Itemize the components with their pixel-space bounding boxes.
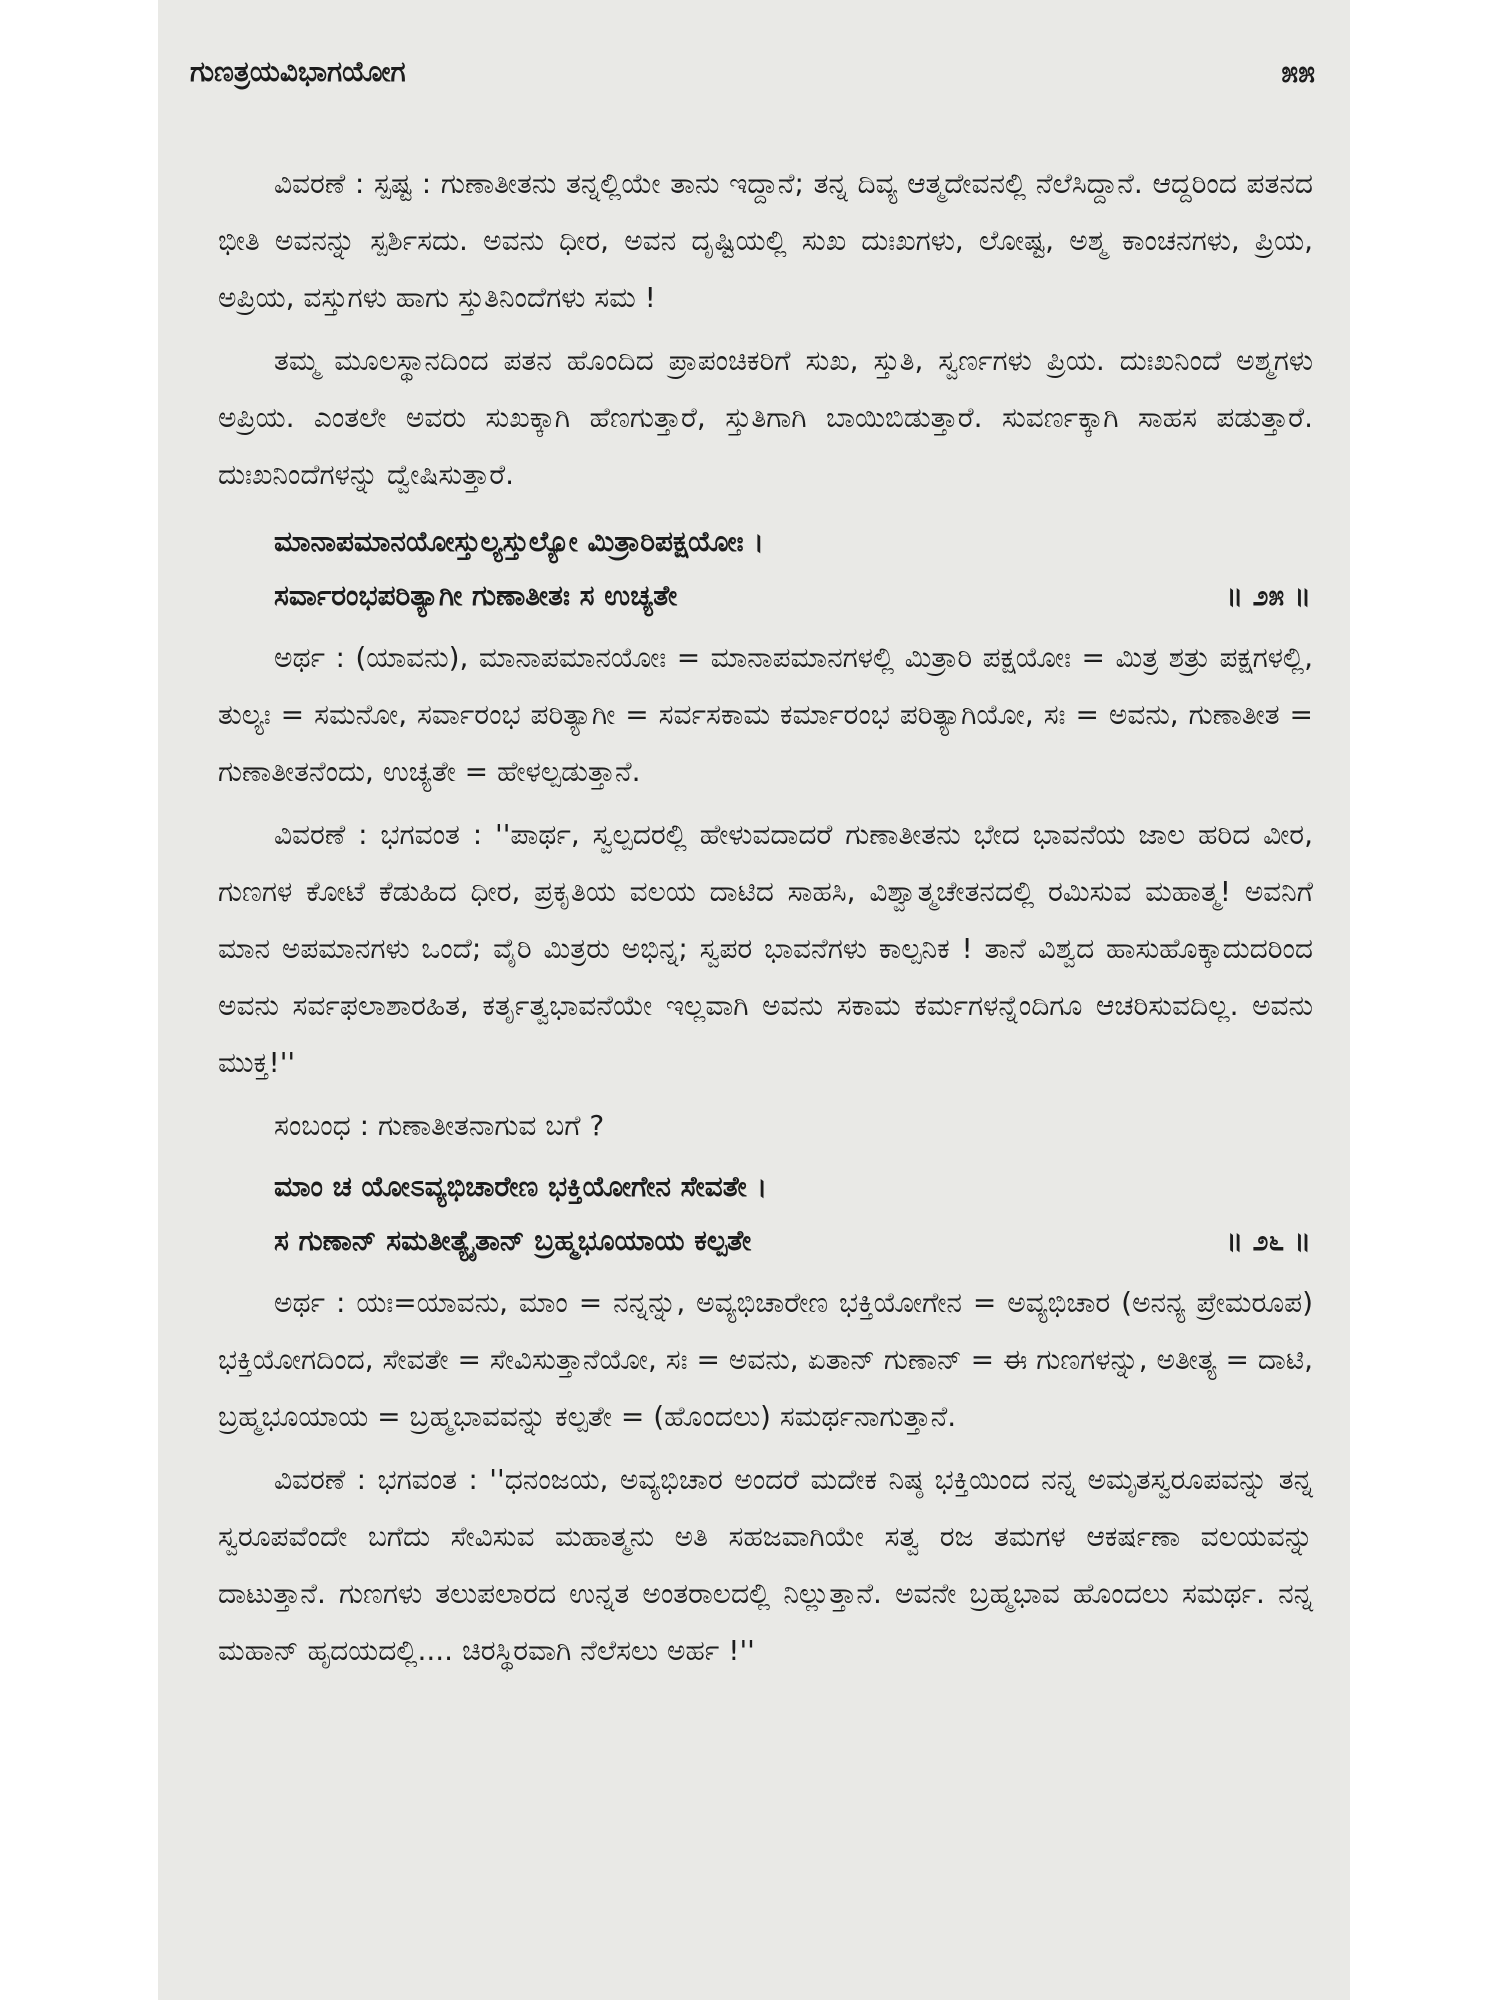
verse-26-line-2: ಸ ಗುಣಾನ್ ಸಮತೀತ್ಯೈತಾನ್ ಬ್ರಹ್ಮಭೂಯಾಯ ಕಲ್ಪತೇ xyxy=(274,1224,752,1257)
verse-25-line-1: ಮಾನಾಪಮಾನಯೋಸ್ತುಲ್ಯಸ್ತುಲ್ಯೋ ಮಿತ್ರಾರಿಪಕ್ಷಯೋಃ । xyxy=(274,525,764,558)
explanation-26: ವಿವರಣೆ : ಭಗವಂತ : ''ಧನಂಜಯ, ಅವ್ಯಭಿಚಾರ ಅಂದರೆ ಮದೇಕ ನಿಷ್ಠ ಭಕ್ತಿಯಿಂದ ನನ್ನ ಅಮೃತಸ್ವರೂಪವನ್ನು ತನ್ನ ಸ್ವರೂಪವೆಂದೇ ಬಗೆದು ಸೇವಿಸುವ ಮಹಾತ್ಮನು ಅತಿ ಸಹಜವಾಗಿಯೇ ಸತ್ವ ರಜ ತಮಗಳ ಆಕರ್ಷಣಾ ವಲಯವನ್ನು ದಾಟುತ್ತಾನೆ. ಗುಣಗಳು ತಲುಪಲಾರದ ಉನ್ನತ ಅಂತರಾಲದಲ್ಲಿ ನಿಲ್ಲುತ್ತಾನೆ. ಅವನೇ ಬ್ರಹ್ಮಭಾವ ಹೊಂದಲು ಸಮರ್ಥ. ನನ್ನ ಮಹಾನ್ ಹೃದಯದಲ್ಲಿ.... ಚಿರಸ್ಥಿರವಾಗಿ ನೆಲೆಸಲು ಅರ್ಹ !'' xyxy=(218,1463,1313,1667)
right-margin xyxy=(1350,0,1500,2000)
verse-25-line-2-row xyxy=(218,569,1313,623)
verse-26-number: ॥ ೨೬ ॥ xyxy=(1225,1224,1311,1257)
relation-heading: ಸಂಬಂಧ : ಗುಣಾತೀತನಾಗುವ ಬಗೆ ? xyxy=(274,1109,605,1142)
chapter-title: ಗುಣತ್ರಯವಿಭಾಗಯೋಗ xyxy=(190,55,406,88)
meaning-26: ಅರ್ಥ : ಯಃ=ಯಾವನು, ಮಾಂ = ನನ್ನನ್ನು, ಅವ್ಯಭಿಚಾರೇಣ ಭಕ್ತಿಯೋಗೇನ = ಅವ್ಯಭಿಚಾರ (ಅನನ್ಯ ಪ್ರೇಮರೂಪ) ಭಕ್ತಿಯೋಗದಿಂದ, ಸೇವತೇ = ಸೇವಿಸುತ್ತಾನೆಯೋ, ಸಃ = ಅವನು, ಏತಾನ್ ಗುಣಾನ್ = ಈ ಗುಣಗಳನ್ನು, ಅತೀತ್ಯ = ದಾಟಿ, ಬ್ರಹ್ಮಭೂಯಾಯ = ಬ್ರಹ್ಮಭಾವವನ್ನು ಕಲ್ಪತೇ = (ಹೊಂದಲು) ಸಮರ್ಥನಾಗುತ್ತಾನೆ. xyxy=(218,1286,1313,1433)
verse-26-line-1: ಮಾಂ ಚ ಯೋಽವ್ಯಭಿಚಾರೇಣ ಭಕ್ತಿಯೋಗೇನ ಸೇವತೇ । xyxy=(274,1170,768,1203)
paragraph-explanation-2: ತಮ್ಮ ಮೂಲಸ್ಥಾನದಿಂದ ಪತನ ಹೊಂದಿದ ಪ್ರಾಪಂಚಿಕರಿಗೆ ಸುಖ, ಸ್ತುತಿ, ಸ್ವರ್ಣಗಳು ಪ್ರಿಯ. ದುಃಖನಿಂದೆ ಅಶ್ಮಗಳು ಅಪ್ರಿಯ. ಎಂತಲೇ ಅವರು ಸುಖಕ್ಕಾಗಿ ಹೆಣಗುತ್ತಾರೆ, ಸ್ತುತಿಗಾಗಿ ಬಾಯಿಬಿಡುತ್ತಾರೆ. ಸುವರ್ಣಕ್ಕಾಗಿ ಸಾಹಸ ಪಡುತ್ತಾರೆ. ದುಃಖನಿಂದೆಗಳನ್ನು ದ್ವೇಷಿಸುತ್ತಾರೆ. xyxy=(218,344,1313,491)
verse-26-line-2-row xyxy=(218,1214,1313,1268)
running-header xyxy=(190,55,1315,105)
paragraph-explanation-1: ವಿವರಣೆ : ಸ್ಪಷ್ಟ : ಗುಣಾತೀತನು ತನ್ನಲ್ಲಿಯೇ ತಾನು ಇದ್ದಾನೆ; ತನ್ನ ದಿವ್ಯ ಆತ್ಮದೇವನಲ್ಲಿ ನೆಲೆಸಿದ್ದಾನೆ. ಆದ್ದರಿಂದ ಪತನದ ಭೀತಿ ಅವನನ್ನು ಸ್ಪರ್ಶಿಸದು. ಅವನು ಧೀರ, ಅವನ ದೃಷ್ಟಿಯಲ್ಲಿ ಸುಖ ದುಃಖಗಳು, ಲೋಷ್ಟ, ಅಶ್ಮ ಕಾಂಚನಗಳು, ಪ್ರಿಯ, ಅಪ್ರಿಯ, ವಸ್ತುಗಳು ಹಾಗು ಸ್ತುತಿನಿಂದೆಗಳು ಸಮ ! xyxy=(218,167,1313,314)
verse-25-line-2: ಸರ್ವಾರಂಭಪರಿತ್ಯಾಗೀ ಗುಣಾತೀತಃ ಸ ಉಚ್ಯತೇ xyxy=(274,579,678,612)
left-margin xyxy=(0,0,158,2000)
explanation-25: ವಿವರಣೆ : ಭಗವಂತ : ''ಪಾರ್ಥ, ಸ್ವಲ್ಪದರಲ್ಲಿ ಹೇಳುವದಾದರೆ ಗುಣಾತೀತನು ಭೇದ ಭಾವನೆಯ ಜಾಲ ಹರಿದ ವೀರ, ಗುಣಗಳ ಕೋಟೆ ಕೆಡುಹಿದ ಧೀರ, ಪ್ರಕೃತಿಯ ವಲಯ ದಾಟಿದ ಸಾಹಸಿ, ವಿಶ್ವಾತ್ಮಚೇತನದಲ್ಲಿ ರಮಿಸುವ ಮಹಾತ್ಮ! ಅವನಿಗೆ ಮಾನ ಅಪಮಾನಗಳು ಒಂದೆ; ವೈರಿ ಮಿತ್ರರು ಅಭಿನ್ನ; ಸ್ವಪರ ಭಾವನೆಗಳು ಕಾಲ್ಪನಿಕ ! ತಾನೆ ವಿಶ್ವದ ಹಾಸುಹೊಕ್ಕಾದುದರಿಂದ ಅವನು ಸರ್ವಫಲಾಶಾರಹಿತ, ಕರ್ತೃತ್ವಭಾವನೆಯೇ ಇಲ್ಲವಾಗಿ ಅವನು ಸಕಾಮ ಕರ್ಮಗಳನ್ನೆಂದಿಗೂ ಆಚರಿಸುವದಿಲ್ಲ. ಅವನು ಮುಕ್ತ!'' xyxy=(218,818,1313,1079)
verse-25-number: ॥ ೨೫ ॥ xyxy=(1225,579,1311,612)
page-number: ೫೫ xyxy=(1281,55,1315,90)
meaning-25: ಅರ್ಥ : (ಯಾವನು), ಮಾನಾಪಮಾನಯೋಃ = ಮಾನಾಪಮಾನಗಳಲ್ಲಿ ಮಿತ್ರಾರಿ ಪಕ್ಷಯೋಃ = ಮಿತ್ರ ಶತ್ರು ಪಕ್ಷಗಳಲ್ಲಿ, ತುಲ್ಯಃ = ಸಮನೋ, ಸರ್ವಾರಂಭ ಪರಿತ್ಯಾಗೀ = ಸರ್ವಸಕಾಮ ಕರ್ಮಾರಂಭ ಪರಿತ್ಯಾಗಿಯೋ, ಸಃ = ಅವನು, ಗುಣಾತೀತ = ಗುಣಾತೀತನೆಂದು, ಉಚ್ಯತೇ = ಹೇಳಲ್ಪಡುತ್ತಾನೆ. xyxy=(218,641,1313,788)
page-body xyxy=(218,155,1313,1685)
